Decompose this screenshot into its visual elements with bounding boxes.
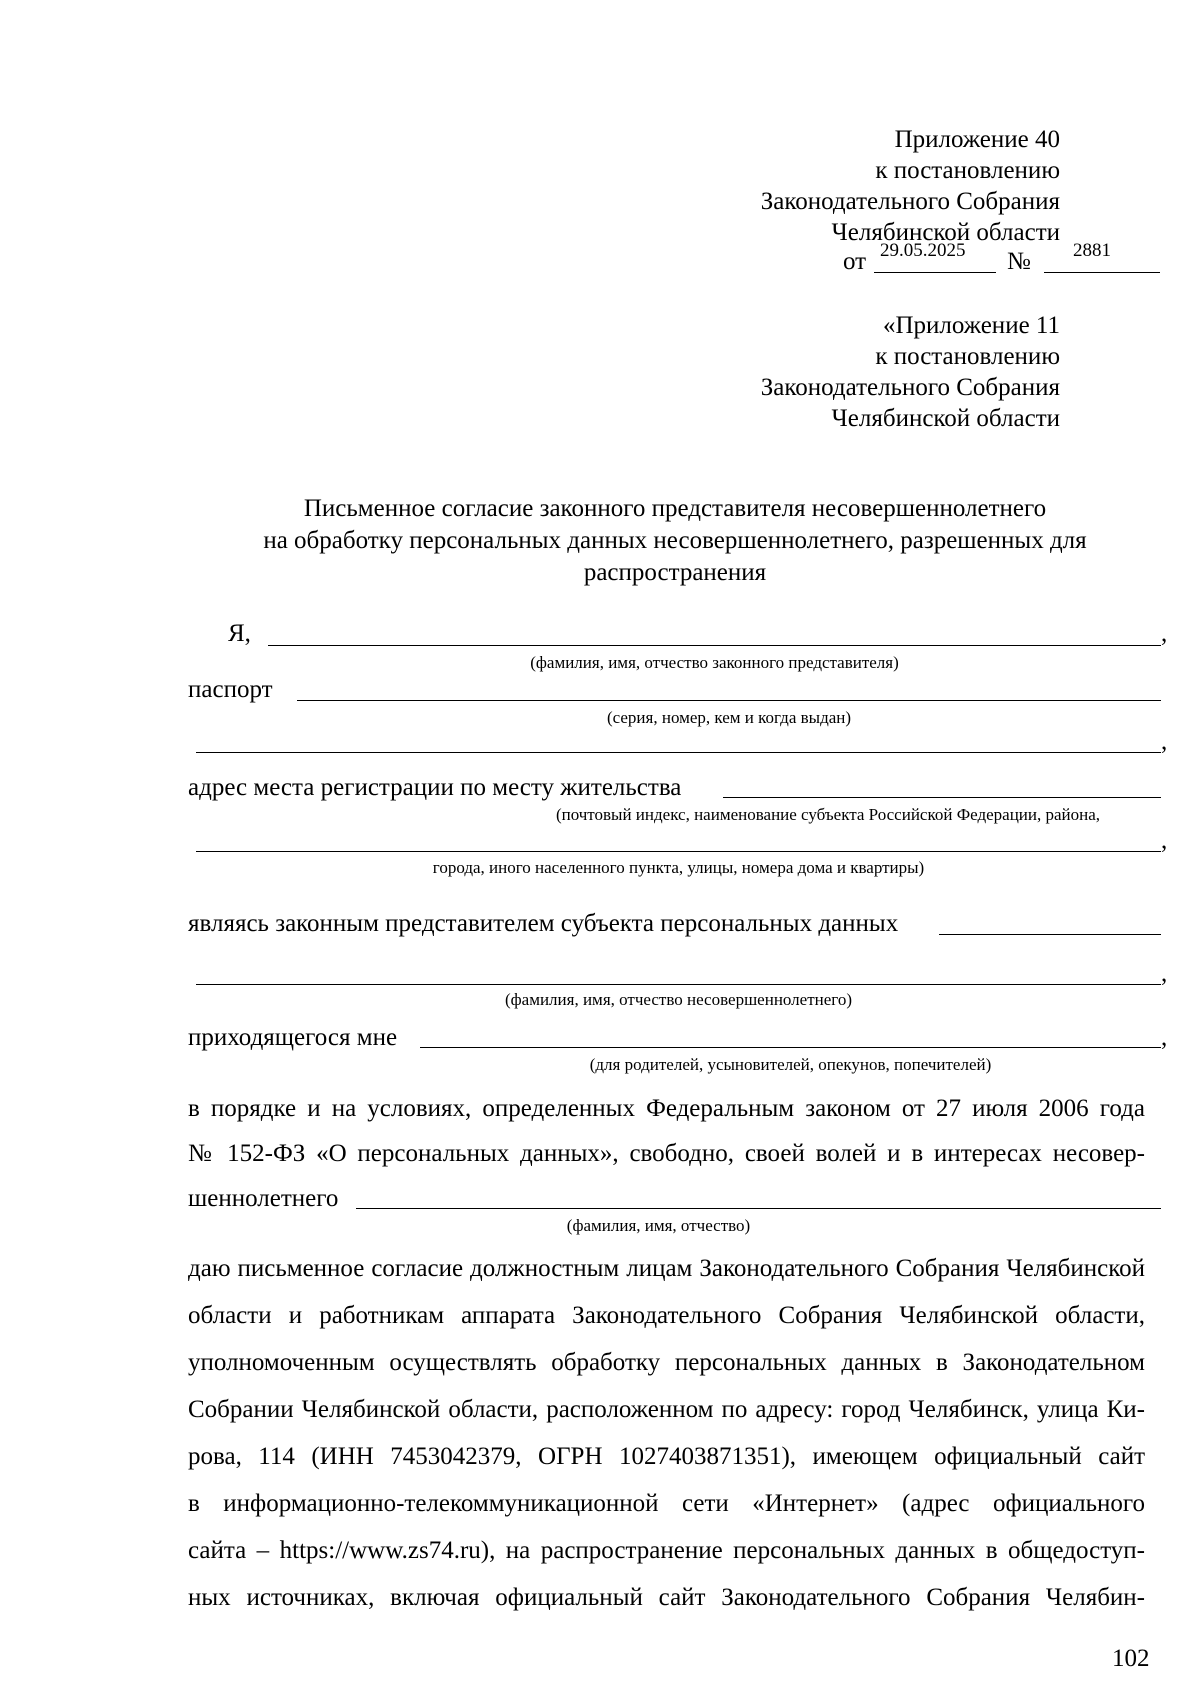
body-p2-line1: даю письменное согласие должностным лицам Законодательного Собрания Челябинской	[188, 1255, 1145, 1282]
comma: ,	[1161, 827, 1168, 854]
number-prefix: №	[1007, 248, 1031, 275]
minor-name-hint: (фамилия, имя, отчество)	[566, 1216, 751, 1235]
body-p2-line3: уполномоченным осуществлять обработку персональных данных в Законодательном	[188, 1349, 1145, 1376]
body-p1-line2: № 152-ФЗ «О персональных данных», свободно, своей волей и в интересах несовер-	[188, 1140, 1145, 1167]
passport-field-continued[interactable]	[196, 752, 1161, 753]
date-value: 29.05.2025	[880, 240, 966, 261]
body-p2-line4: Собрании Челябинской области, расположенном по адресу: город Челябинск, улица Ки-	[188, 1396, 1145, 1423]
address-label: адрес места регистрации по месту жительства	[188, 774, 682, 801]
passport-hint: (серия, номер, кем и когда выдан)	[606, 708, 852, 727]
address-hint-line2: города, иного населенного пункта, улицы, номера дома и квартиры)	[432, 858, 925, 877]
passport-field[interactable]	[297, 700, 1161, 701]
comma: ,	[1161, 728, 1168, 755]
relation-hint: (для родителей, усыновителей, опекунов, попечителей)	[589, 1055, 992, 1074]
body-p2-line7: сайта – https://www.zs74.ru), на распространение персональных данных в общедоступ-	[188, 1537, 1145, 1564]
appendix-40-line4: Челябинской области	[831, 219, 1060, 246]
representative-name-field[interactable]	[268, 645, 1161, 646]
date-prefix: от	[843, 248, 867, 275]
appendix-40-line1: Приложение 40	[894, 126, 1060, 153]
address-field-continued[interactable]	[196, 851, 1161, 852]
subject-hint: (фамилия, имя, отчество несовершеннолетнего)	[504, 990, 852, 1009]
minor-name-field[interactable]	[356, 1208, 1161, 1209]
address-field[interactable]	[723, 797, 1161, 798]
subject-field-continued[interactable]	[196, 984, 1161, 985]
minor-label: шеннолетнего	[188, 1185, 339, 1212]
appendix-40-line2: к постановлению	[875, 157, 1060, 184]
page-number: 102	[1112, 1645, 1150, 1672]
title-line3: распространения	[583, 559, 767, 586]
comma: ,	[1161, 620, 1168, 647]
body-p2-line8: ных источниках, включая официальный сайт Законодательного Собрания Челябин-	[188, 1584, 1145, 1611]
relation-label: приходящегося мне	[188, 1024, 398, 1051]
passport-label: паспорт	[188, 676, 273, 703]
body-p2-line6: в информационно-телекоммуникационной сети «Интернет» (адрес официального	[188, 1490, 1145, 1517]
appendix-11-line1: «Приложение 11	[882, 312, 1060, 339]
comma: ,	[1161, 1024, 1168, 1051]
number-value: 2881	[1073, 240, 1111, 261]
body-p2-line2: области и работникам аппарата Законодательного Собрания Челябинской области,	[188, 1302, 1145, 1329]
appendix-11-line2: к постановлению	[875, 343, 1060, 370]
appendix-11-line4: Челябинской области	[831, 405, 1060, 432]
subject-label: являясь законным представителем субъекта персональных данных	[188, 910, 899, 937]
body-p2-line5: рова, 114 (ИНН 7453042379, ОГРН 1027403871351), имеющем официальный сайт	[188, 1443, 1145, 1470]
appendix-40-line3: Законодательного Собрания	[760, 188, 1060, 215]
address-hint-line1: (почтовый индекс, наименование субъекта Российской Федерации, района,	[555, 805, 1101, 824]
title-line2: на обработку персональных данных несовершеннолетнего, разрешенных для	[263, 527, 1087, 554]
body-p1-line1: в порядке и на условиях, определенных Федеральным законом от 27 июля 2006 года	[188, 1095, 1145, 1122]
relation-field[interactable]	[420, 1047, 1161, 1048]
appendix-11-line3: Законодательного Собрания	[760, 374, 1060, 401]
date-underline	[874, 272, 996, 273]
number-underline	[1044, 272, 1160, 273]
ya-label: Я,	[228, 620, 251, 647]
title-line1: Письменное согласие законного представителя несовершеннолетнего	[303, 495, 1047, 522]
representative-name-hint: (фамилия, имя, отчество законного представителя)	[530, 653, 899, 672]
comma: ,	[1161, 960, 1168, 987]
subject-field[interactable]	[939, 934, 1161, 935]
